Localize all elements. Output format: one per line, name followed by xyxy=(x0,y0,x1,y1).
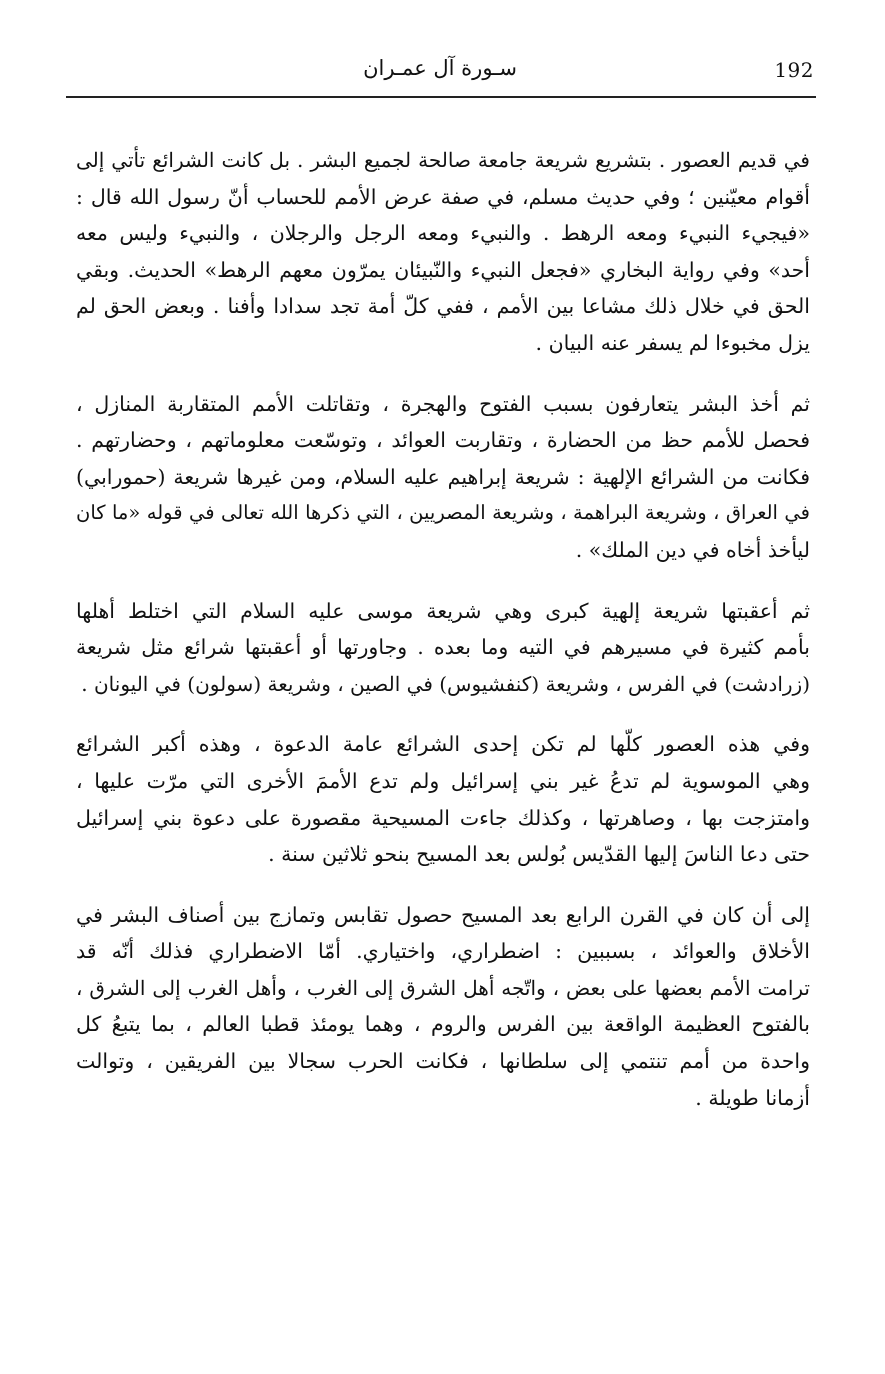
text-line: ثم أعقبتها شريعة إلهية كبرى وهي شريعة موسى عليه السلام التي اختلط أهلها xyxy=(76,598,810,623)
header-divider xyxy=(66,96,816,98)
running-title: سـورة آل عمـران xyxy=(363,56,517,80)
paragraph xyxy=(76,386,810,569)
text-line: وامتزجت بها ، وصاهرتها ، وكذلك جاءت المسيحية مقصورة على دعوة بني إسرائيل xyxy=(76,805,810,830)
text-line: حتى دعا الناسَ إليها القدّيس بُولس بعد المسيح بنحو ثلاثين سنة . xyxy=(268,842,810,867)
text-line: الحق في خلال ذلك مشاعا بين الأمم ، ففي كلّ أمة تجد سدادا وأفنا . وبعض الحق لم xyxy=(76,294,810,319)
text-line: ليأخذ أخاه في دين الملك» . xyxy=(575,537,810,562)
text-line: فحصل للأمم حظ من الحضارة ، وتقاربت العوائد ، وتوسّعت معلوماتهم ، وحضارتهم . xyxy=(76,428,810,453)
text-line: إلى أن كان في القرن الرابع بعد المسيح حصول تقابس وتمازج بين أصناف البشر في xyxy=(76,902,810,927)
text-line: في العراق ، وشريعة البراهمة ، وشريعة المصريين ، التي ذكرها الله تعالى في قوله «ما كان xyxy=(76,501,810,525)
text-line: أزمانا طويلة . xyxy=(695,1085,810,1110)
text-line: ترامت الأمم بعضها على بعض ، واتّجه أهل الشرق إلى الغرب ، وأهل الغرب إلى الشرق ، xyxy=(76,975,810,1000)
paragraph xyxy=(76,726,810,872)
text-line: الأخلاق والعوائد ، بسببين : اضطراري، واختياري. أمّا الاضطراري فذلك أنّه قد xyxy=(76,939,810,964)
paragraph xyxy=(76,897,810,1117)
paragraph xyxy=(76,142,810,362)
paragraph xyxy=(76,593,810,703)
text-line: واحدة من أمم تنتمي إلى سلطانها ، فكانت الحرب سجالا بين الفريقين ، وتوالت xyxy=(76,1049,810,1074)
text-line: «فيجيء النبيء ومعه الرهط . والنبيء ومعه الرجل والرجلان ، والنبيء وليس معه xyxy=(76,221,810,246)
page-header xyxy=(66,56,814,96)
text-line: أحد» وفي رواية البخاري «فجعل النبيء والنّبيئان يمرّون معهم الرهط» الحديث. وبقي xyxy=(76,257,810,282)
text-line: (زرادشت) في الفرس ، وشريعة (كنفشيوس) في الصين ، وشريعة (سولون) في اليونان . xyxy=(81,671,810,696)
text-line: وهي الموسوية لم تدعُ غير بني إسرائيل ولم تدع الأممَ الأخرى التي مرّت عليها ، xyxy=(76,768,810,793)
text-line: بأمم كثيرة في مسيرهم في التيه وما بعده . وجاورتها أو أعقبتها شرائع مثل شريعة xyxy=(76,635,810,660)
text-line: فكانت من الشرائع الإلهية : شريعة إبراهيم عليه السلام، ومن غيرها شريعة (حمورابي) xyxy=(76,464,810,489)
text-line: وفي هذه العصور كلّها لم تكن إحدى الشرائع عامة الدعوة ، وهذه أكبر الشرائع xyxy=(76,732,810,757)
text-line: يزل مخبوءا لم يسفر عنه البيان . xyxy=(535,330,810,355)
text-line: ثم أخذ البشر يتعارفون بسبب الفتوح والهجرة ، وتقاتلت الأمم المتقاربة المنازل ، xyxy=(76,391,810,416)
body-text xyxy=(76,142,810,1140)
text-line: أقوام معيّنين ؛ وفي حديث مسلم، في صفة عرض الأمم للحساب أنّ رسول الله قال : xyxy=(76,184,810,209)
text-line: بالفتوح العظيمة الواقعة بين الفرس والروم ، وهما يومئذ قطبا العالم ، بما يتبعُ كل xyxy=(76,1012,810,1037)
text-line: في قديم العصور . بتشريع شريعة جامعة صالحة لجميع البشر . بل كانت الشرائع تأتي إلى xyxy=(76,148,810,172)
page-number: 192 xyxy=(774,58,814,82)
